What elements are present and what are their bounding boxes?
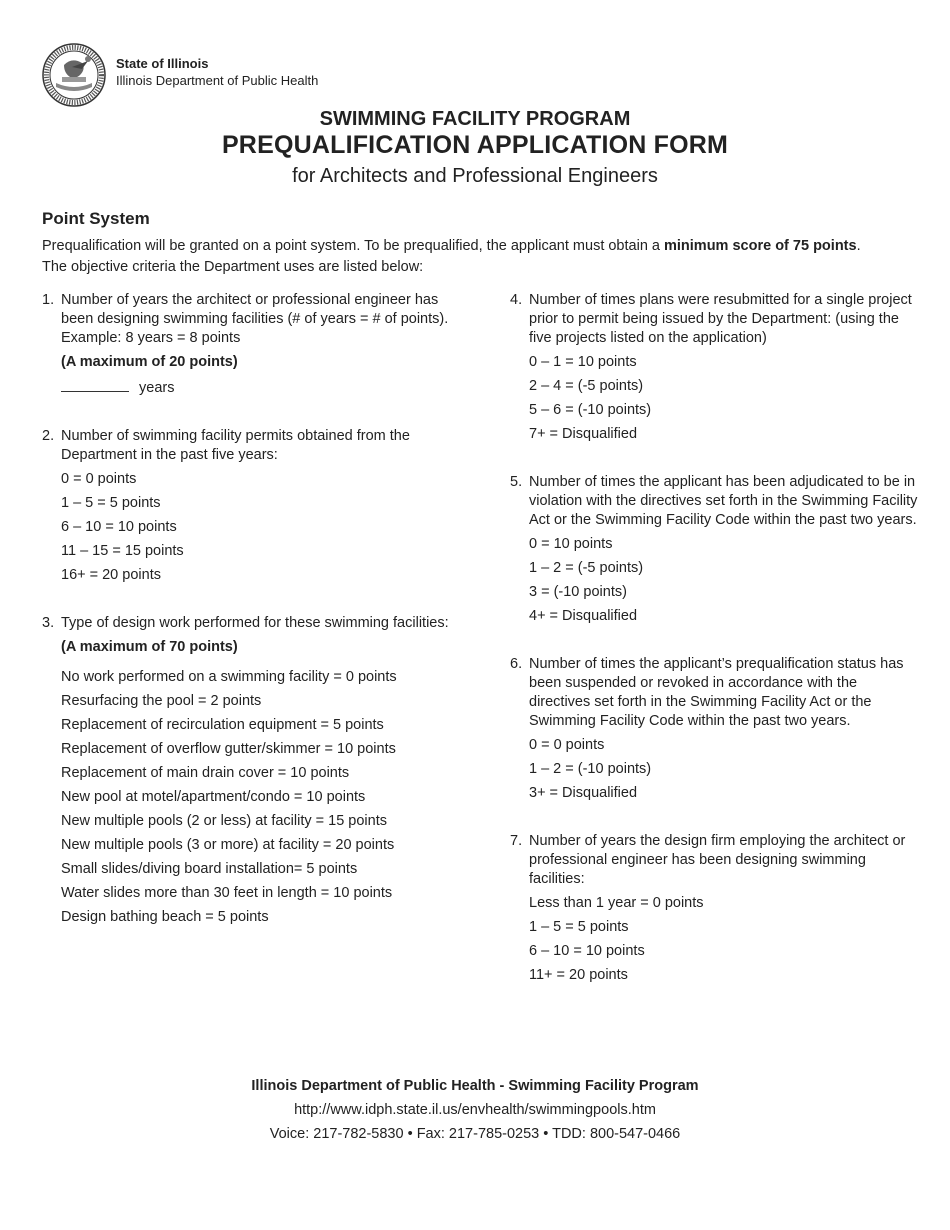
option-item: Design bathing beach = 5 points [61,909,269,925]
question-prompt: Type of design work performed for these swimming facilities: [61,615,449,631]
intro-text: Prequalification will be granted on a point system. To be prequalified, the applicant must obtain a [42,238,664,254]
option-item: Replacement of overflow gutter/skimmer = 10 points [61,741,396,757]
option-item: Replacement of main drain cover = 10 points [61,765,350,781]
option-item: New pool at motel/apartment/condo = 10 points [61,789,366,805]
question-number: 4. [510,292,523,308]
form-title: PREQUALIFICATION APPLICATION FORM [221,131,729,159]
agency-block [116,55,318,89]
years-blank [61,377,452,398]
option-item: 0 = 0 points [529,737,605,753]
years-input-line[interactable] [61,377,129,392]
option-item: New multiple pools (2 or less) at facility = 15 points [61,813,387,829]
option-item: 1 – 2 = (-5 points) [529,560,644,576]
question-number: 3. [42,615,55,631]
option-item: Less than 1 year = 0 points [529,895,704,911]
question-number: 6. [510,656,523,672]
right-column [510,291,920,985]
option-item: 3 = (-10 points) [529,584,627,600]
option-item: 2 – 4 = (-5 points) [529,378,644,394]
footer-url[interactable]: http://www.idph.state.il.us/envhealth/swimmingpools.htm [294,1102,656,1118]
option-item: Small slides/diving board installation= 5 points [61,861,358,877]
option-item: 1 – 5 = 5 points [61,495,161,511]
option-item: Replacement of recirculation equipment = 5 points [61,717,384,733]
footer-org: Illinois Department of Public Health - Swimming Facility Program [251,1078,699,1094]
option-item: 1 – 2 = (-10 points) [529,761,652,777]
question-prompt: Number of years the design firm employing the architect or professional engineer has been designing swimming facilities: [529,833,906,887]
option-item: 4+ = Disqualified [529,608,638,624]
left-column [42,291,452,927]
option-item: 0 – 1 = 10 points [529,354,637,370]
question-prompt: Number of times plans were resubmitted for a single project prior to permit being issued by the Department: (using the five projects listed on the application) [529,292,912,346]
form-subtitle: for Architects and Professional Engineers [292,165,658,187]
question-4 [510,291,920,444]
option-item: 11+ = 20 points [529,967,628,983]
question-2 [42,427,452,585]
option-item: 6 – 10 = 10 points [529,943,645,959]
question-number: 1. [42,292,55,308]
max-points-note: (A maximum of 70 points) [61,639,238,655]
footer-contact: Voice: 217-782-5830 • Fax: 217-785-0253 • TDD: 800-547-0466 [269,1126,681,1142]
question-6 [510,655,920,803]
option-item: 3+ = Disqualified [529,785,638,801]
option-item: 16+ = 20 points [61,567,161,583]
question-7 [510,832,920,985]
question-prompt: Number of swimming facility permits obtained from the Department in the past five years: [61,428,410,463]
question-number: 2. [42,428,55,444]
option-item: Resurfacing the pool = 2 points [61,693,262,709]
question-3 [42,614,452,927]
minimum-score: minimum score of 75 points [664,238,857,254]
years-label: years [139,380,175,396]
option-item: 5 – 6 = (-10 points) [529,402,652,418]
option-item: Water slides more than 30 feet in length = 10 points [61,885,393,901]
question-5 [510,473,920,626]
department-name: Illinois Department of Public Health [116,73,319,88]
option-item: 11 – 15 = 15 points [61,543,184,559]
intro-line-2: The objective criteria the Department uses are listed below: [42,259,424,275]
option-item: 0 = 0 points [61,471,137,487]
intro-period: . [856,238,861,254]
option-item: 7+ = Disqualified [529,426,638,442]
state-seal-logo [42,43,106,107]
option-item: 0 = 10 points [529,536,613,552]
program-title: SWIMMING FACILITY PROGRAM [319,108,631,130]
option-item: No work performed on a swimming facility = 0 points [61,669,397,685]
question-number: 7. [510,833,523,849]
intro-paragraph [42,236,912,278]
option-item: New multiple pools (3 or more) at facility = 20 points [61,837,395,853]
question-1 [42,291,452,398]
option-item: 6 – 10 = 10 points [61,519,177,535]
state-name: State of Illinois [116,56,209,71]
max-points-note: (A maximum of 20 points) [61,354,238,370]
option-item: 1 – 5 = 5 points [529,919,629,935]
question-prompt: Number of times the applicant’s prequalification status has been suspended or revoked in accordance with the directives set forth in the Swimming Facility Act or the Swimming Facility Code within the past two years. [529,656,904,729]
question-number: 5. [510,474,523,490]
question-prompt: Number of years the architect or professional engineer has been designing swimming facilities (# of years = # of points). Example: 8 years = 8 points [61,292,449,346]
question-prompt: Number of times the applicant has been adjudicated to be in violation with the directives set forth in the Swimming Facility Act or the Swimming Facility Code within the past two years. [529,474,918,528]
section-heading: Point System [42,209,150,228]
